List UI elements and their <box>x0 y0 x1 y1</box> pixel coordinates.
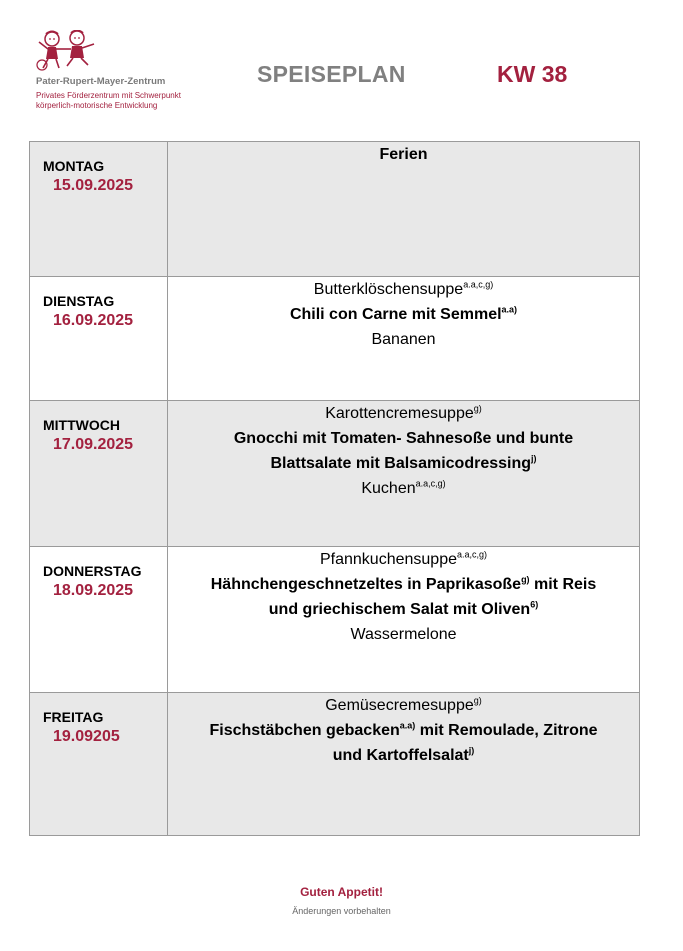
allergen-note: a.a,c,g) <box>415 478 446 489</box>
menu-cell <box>168 277 640 401</box>
main-dish: Fischstäbchen gebacken <box>209 722 400 739</box>
main-dish-line-1 <box>168 426 639 451</box>
table-row-monday <box>30 142 640 277</box>
menu-table <box>29 141 640 836</box>
soup-line <box>168 693 639 718</box>
main-dish: und griechischem Salat mit Oliven <box>268 601 531 618</box>
allergen-note: a.a) <box>501 304 518 315</box>
main-dish-side: mit Reis <box>529 576 597 593</box>
allergen-note: j) <box>468 745 475 756</box>
footer-note: Änderungen vorbehalten <box>292 906 391 916</box>
day-cell <box>30 547 168 693</box>
day-date: 18.09.2025 <box>53 582 134 599</box>
main-dish-side: mit Remoulade, Zitrone <box>415 722 598 739</box>
day-name: MITTWOCH <box>43 417 120 433</box>
table-row-tuesday <box>30 277 640 401</box>
dessert-line <box>168 622 639 647</box>
day-name: DIENSTAG <box>43 293 115 309</box>
dessert: Bananen <box>371 331 436 348</box>
allergen-note: a.a,c,g) <box>463 279 494 290</box>
soup-line <box>168 547 639 572</box>
day-cell <box>30 277 168 401</box>
soup-line <box>168 401 639 426</box>
holiday-label: Ferien <box>379 146 428 163</box>
day-cell <box>30 693 168 836</box>
day-cell <box>30 401 168 547</box>
footer-greeting: Guten Appetit! <box>300 885 383 899</box>
logo-subtitle-line-1: Privates Förderzentrum mit Schwerpunkt <box>36 91 181 100</box>
allergen-note: g) <box>521 574 530 585</box>
menu-cell <box>168 547 640 693</box>
soup: Gemüsecremesuppe <box>325 697 474 714</box>
day-date: 15.09.2025 <box>53 177 134 194</box>
main-dish-line-2 <box>168 743 639 768</box>
menu-cell <box>168 142 640 277</box>
day-name: FREITAG <box>43 709 104 725</box>
logo-name: Pater-Rupert-Mayer-Zentrum <box>36 76 166 87</box>
week-number: KW 38 <box>497 61 568 87</box>
day-date: 19.09205 <box>53 728 120 745</box>
dessert: Kuchen <box>361 480 416 497</box>
soup: Butterklöschensuppe <box>313 281 464 298</box>
main-dish-line-2 <box>168 597 639 622</box>
main-dish-line-1 <box>168 302 639 327</box>
allergen-note: 6) <box>530 599 539 610</box>
logo-subtitle <box>36 91 181 111</box>
allergen-note: j) <box>531 453 537 464</box>
day-cell <box>30 142 168 277</box>
table-row-friday <box>30 693 640 836</box>
dessert-line <box>168 476 639 501</box>
menu-cell <box>168 401 640 547</box>
allergen-note: a.a,c,g) <box>456 549 487 560</box>
soup: Pfannkuchensuppe <box>319 551 457 568</box>
main-dish: Chili con Carne mit Semmel <box>289 306 502 323</box>
soup-line <box>168 277 639 302</box>
children-logo-icon <box>34 30 98 72</box>
allergen-note: a.a) <box>399 720 416 731</box>
menu-cell <box>168 693 640 836</box>
main-dish-line-1 <box>168 572 639 597</box>
main-dish: Hähnchengeschnetzeltes in Paprikasoße <box>210 576 522 593</box>
logo-subtitle-line-2: körperlich-motorische Entwicklung <box>36 101 158 110</box>
table-row-wednesday <box>30 401 640 547</box>
main-dish: und Kartoffelsalat <box>332 747 469 764</box>
allergen-note: g) <box>473 695 482 706</box>
day-date: 17.09.2025 <box>53 436 134 453</box>
dessert: Wassermelone <box>350 626 457 643</box>
main-dish: Gnocchi mit Tomaten- Sahnesoße und bunte <box>233 430 574 447</box>
dessert-line <box>168 327 639 352</box>
soup: Karottencremesuppe <box>325 405 474 422</box>
day-name: MONTAG <box>43 158 105 174</box>
day-date: 16.09.2025 <box>53 312 134 329</box>
table-row-thursday <box>30 547 640 693</box>
day-name: DONNERSTAG <box>43 563 142 579</box>
main-dish-line-1 <box>168 718 639 743</box>
allergen-note: g) <box>473 403 482 414</box>
main-dish: Blattsalate mit Balsamicodressing <box>270 455 532 472</box>
page-title: SPEISEPLAN <box>257 61 406 87</box>
main-dish-line-2 <box>168 451 639 476</box>
